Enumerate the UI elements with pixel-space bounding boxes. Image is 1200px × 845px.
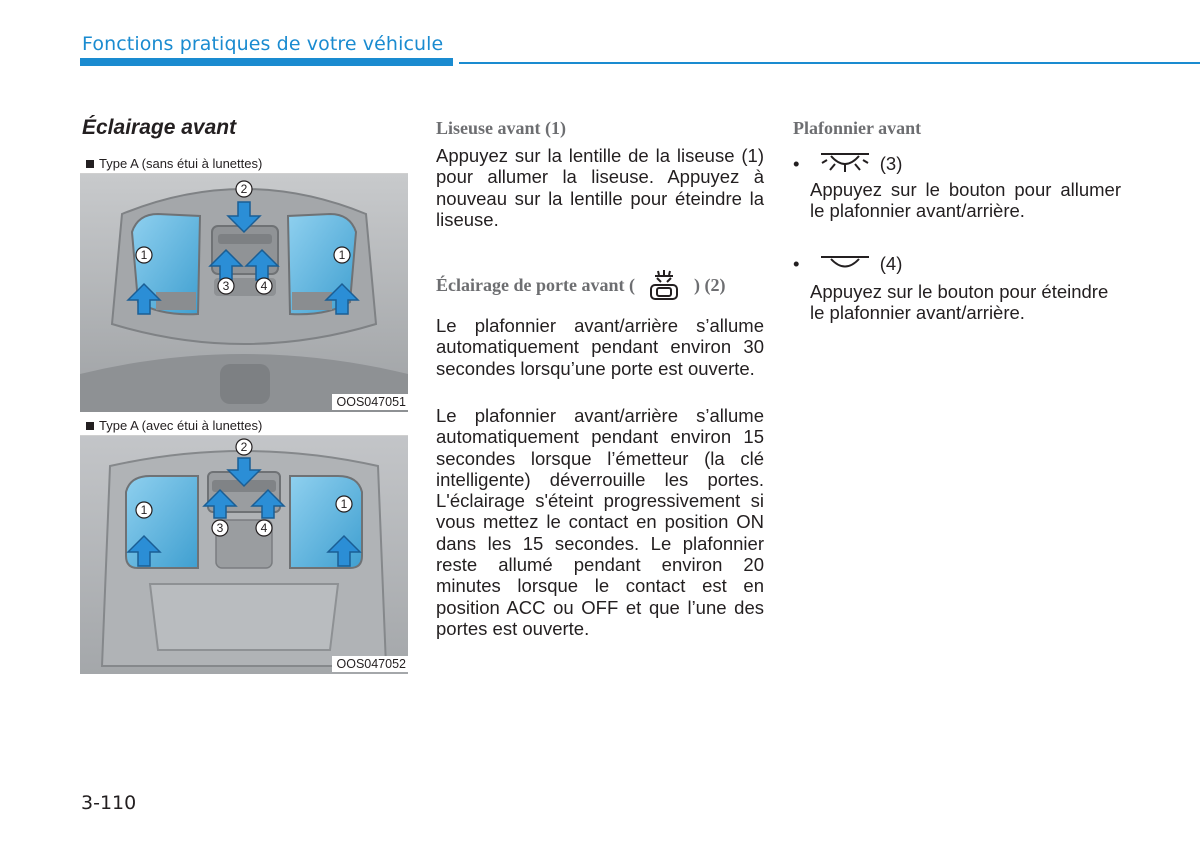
figure-caption — [80, 154, 408, 174]
porte-paragraph-2: Le plafonnier avant/arrière s’allume automatiquement pendant environ 15 secondes lorsque l’émetteur (la clé intelligente) déverrouille les portes. L'éclairage s'éteint progressivement si vous mettez le contact en position ON dans les 15 secondes. Le plafonnier reste allumé pendant environ 20 minutes lorsque le contact est en position ACC ou OFF et que l’une des portes est ouverte. — [436, 405, 764, 639]
porte-title-end: ) (2) — [693, 275, 726, 295]
callout-3: 3 — [222, 279, 230, 293]
porte-title — [436, 267, 725, 303]
console-illustration-1 — [80, 174, 408, 412]
callout-3: 3 — [216, 521, 224, 535]
callout-4: 4 — [260, 521, 268, 535]
dome-light-on-icon — [819, 150, 871, 176]
bullet-off-number: (4) — [879, 253, 903, 274]
bullet-dot: • — [793, 253, 800, 274]
porte-title-start: Éclairage de porte avant ( — [436, 275, 635, 295]
figure-code: OOS047052 — [332, 656, 409, 672]
bullet-on-text: Appuyez sur le bouton pour allumer le plafonnier avant/arrière. — [810, 179, 1121, 222]
page-number: 3-110 — [81, 792, 137, 814]
bullet-off — [793, 253, 902, 275]
square-bullet-icon — [86, 160, 94, 168]
section-title: Éclairage avant — [82, 116, 237, 139]
porte-paragraph-1: Le plafonnier avant/arrière s’allume automatiquement pendant environ 30 secondes lorsqu’une porte est ouverte. — [436, 315, 764, 379]
header-title: Fonctions pratiques de votre véhicule — [82, 33, 444, 55]
callout-4: 4 — [260, 279, 268, 293]
callout-1-left: 1 — [140, 503, 148, 517]
bullet-dot: • — [793, 153, 800, 174]
liseuse-title: Liseuse avant (1) — [436, 118, 566, 138]
square-bullet-icon — [86, 422, 94, 430]
figure-caption-text: Type A (sans étui à lunettes) — [99, 156, 263, 171]
callout-1-left: 1 — [140, 248, 148, 262]
bullet-off-text: Appuyez sur le bouton pour éteindre le plafonnier avant/arrière. — [810, 281, 1109, 324]
callout-1-right: 1 — [340, 497, 348, 511]
door-light-icon — [643, 267, 685, 303]
console-illustration-2 — [80, 436, 408, 674]
bullet-on — [793, 150, 902, 176]
figure-type-a-with-case — [80, 416, 408, 674]
callout-2: 2 — [240, 182, 248, 196]
bullet-on-number: (3) — [879, 153, 903, 174]
liseuse-text: Appuyez sur la lentille de la liseuse (1) pour allumer la liseuse. Appuyez à nouveau sur la lentille pour éteindre la liseuse. — [436, 145, 764, 230]
figure-code: OOS047051 — [332, 394, 409, 410]
header-rule-thick — [80, 58, 453, 66]
plafonnier-title: Plafonnier avant — [793, 118, 922, 138]
callout-2: 2 — [240, 440, 248, 454]
callout-1-right: 1 — [338, 248, 346, 262]
figure-type-a-without-case — [80, 154, 408, 412]
dome-light-off-icon — [819, 254, 871, 274]
header-rule-thin — [459, 62, 1200, 64]
figure-caption-text: Type A (avec étui à lunettes) — [99, 418, 263, 433]
figure-caption — [80, 416, 408, 436]
